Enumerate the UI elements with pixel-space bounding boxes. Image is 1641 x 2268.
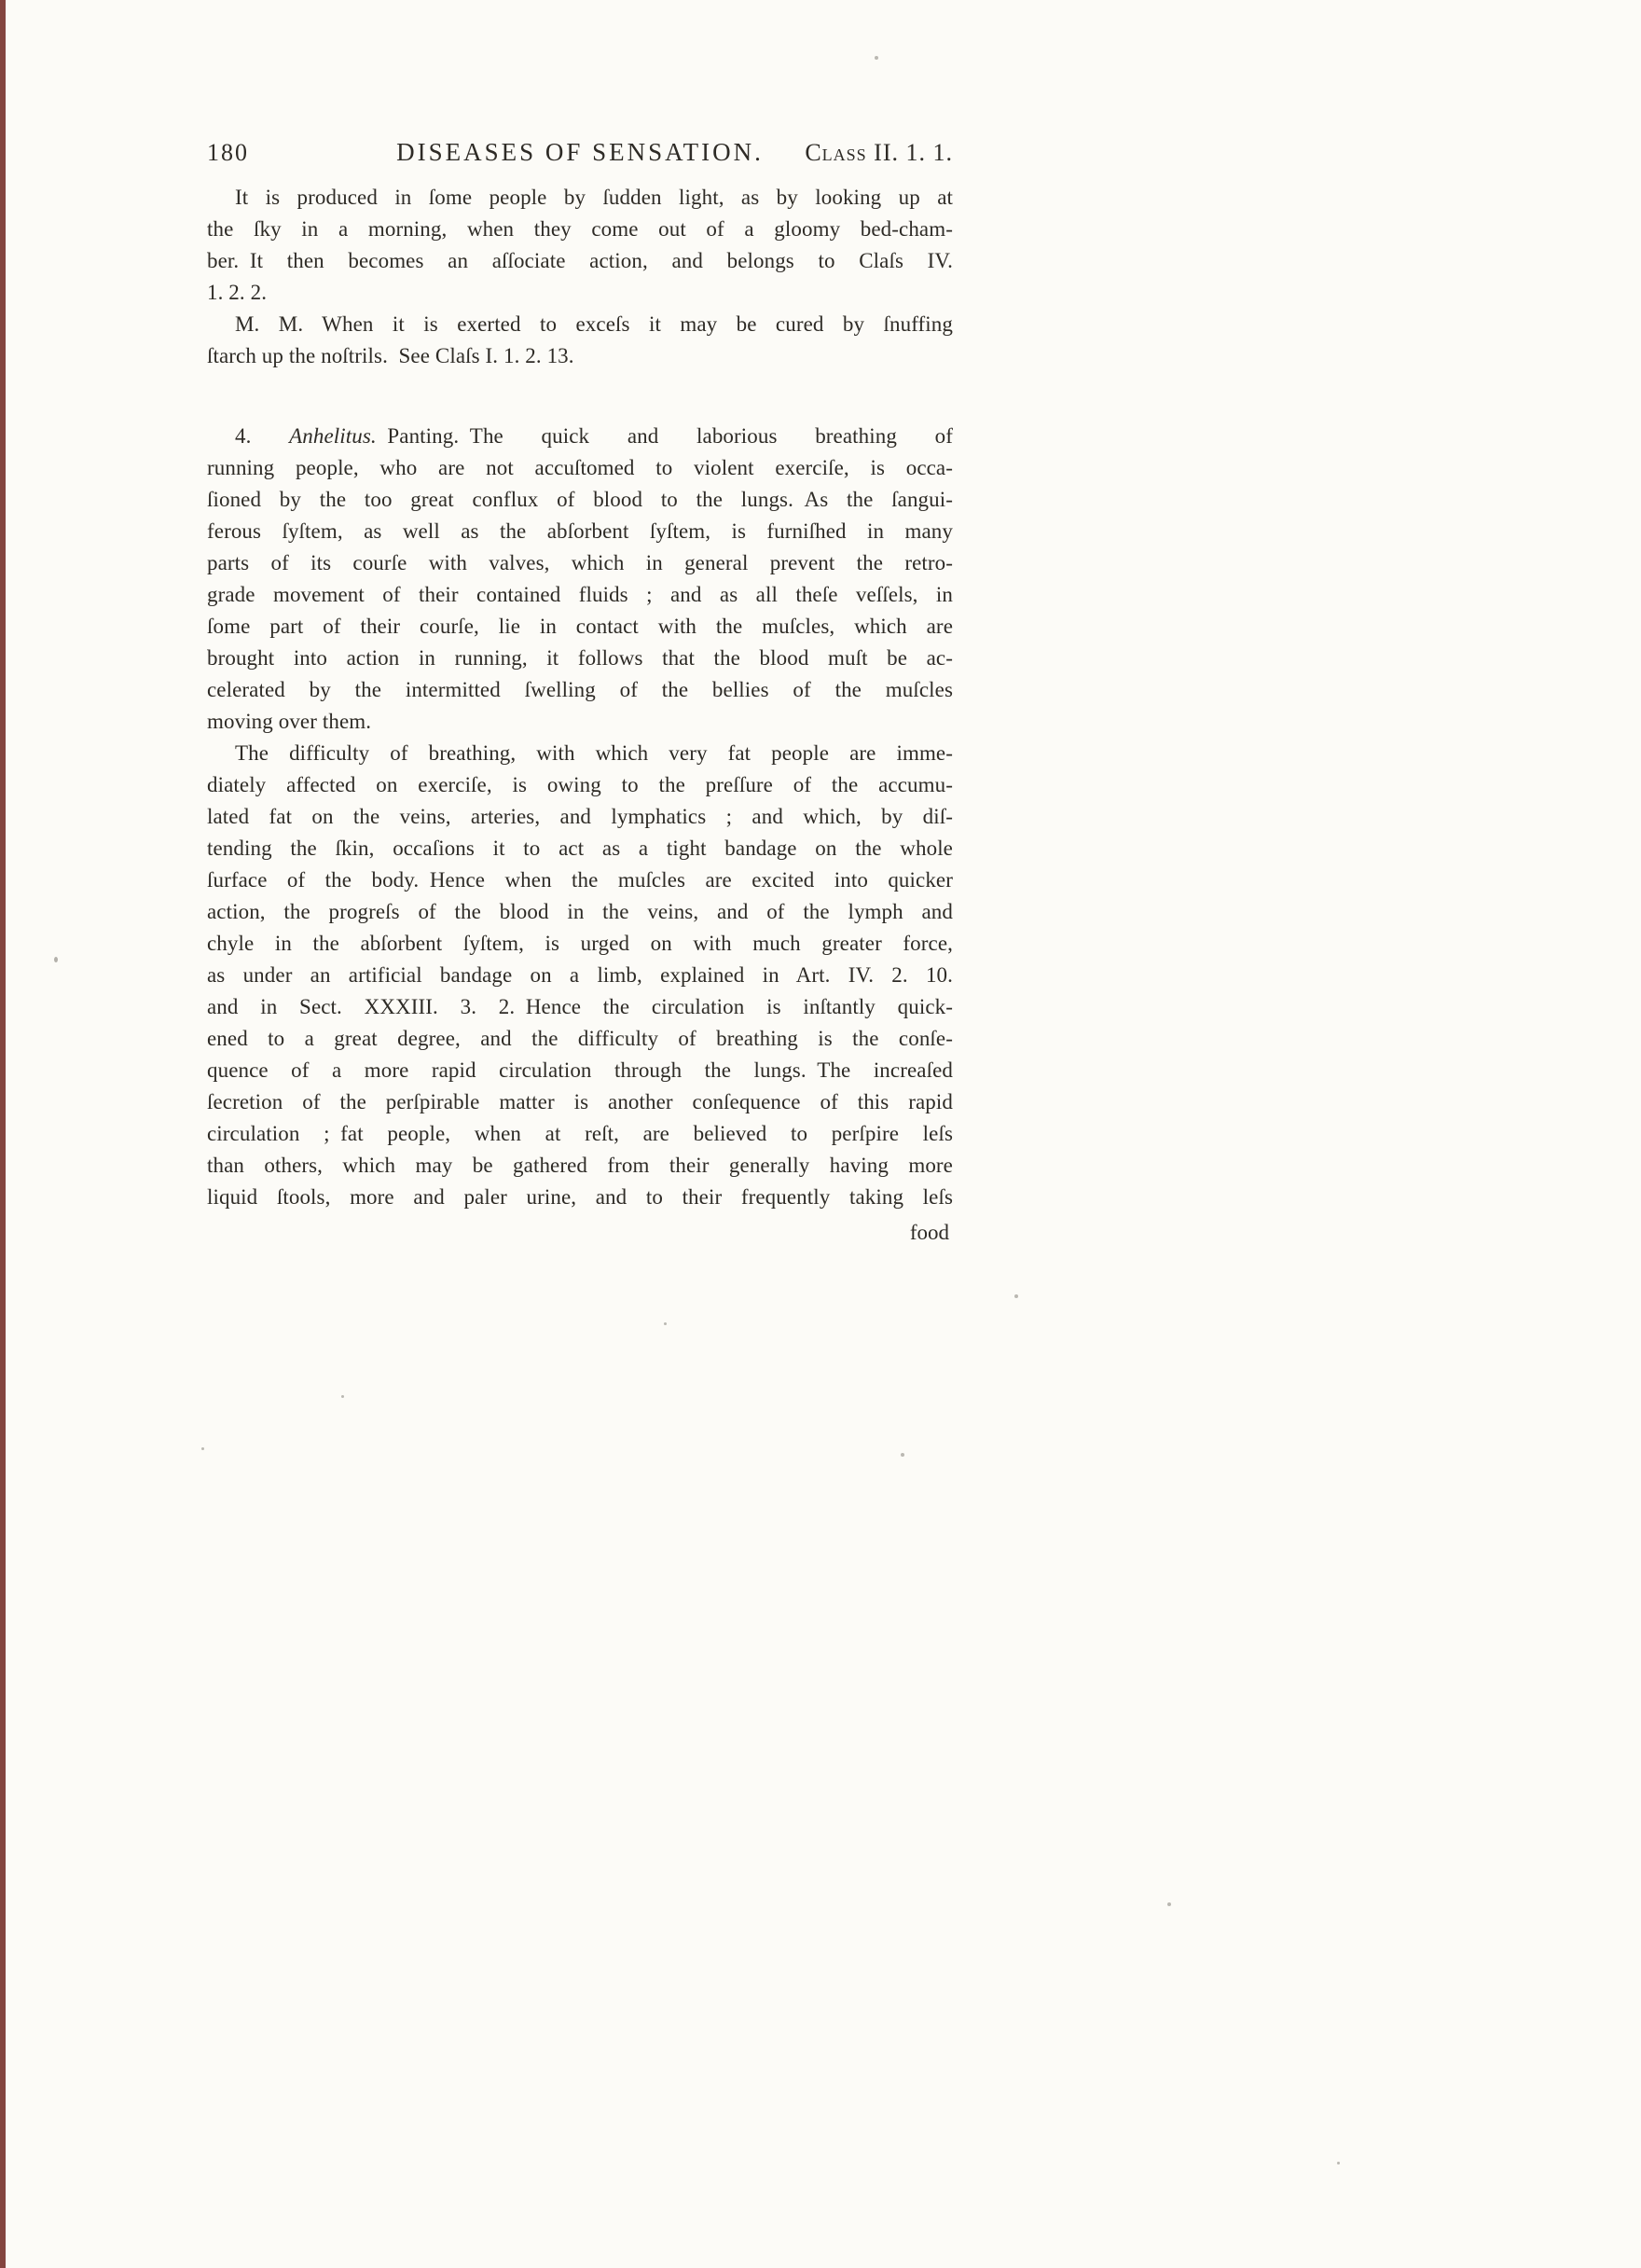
text-line bbox=[207, 182, 953, 214]
page-body bbox=[207, 182, 953, 1213]
text-segment: ſecretion of the perſpirable matter is another conſequence of this rapid bbox=[207, 1090, 953, 1113]
text-segment: It is produced in ſome people by ſudden light, as by looking up at bbox=[235, 186, 953, 209]
running-title: DISEASES OF SENSATION. bbox=[396, 138, 764, 166]
text-segment: action, the progreſs of the blood in the veins, and of the lymph and bbox=[207, 900, 953, 923]
text-line bbox=[207, 1150, 953, 1182]
text-line bbox=[207, 611, 953, 643]
paragraph-sudden-light bbox=[207, 182, 953, 309]
text-segment: the ſky in a morning, when they come out of a gloomy bed-cham- bbox=[207, 217, 953, 241]
text-line bbox=[207, 214, 953, 245]
text-line bbox=[207, 706, 953, 738]
text-line bbox=[207, 245, 953, 277]
text-segment: Panting. The quick and laborious breathing of bbox=[376, 424, 953, 448]
text-segment: than others, which may be gathered from their generally having more bbox=[207, 1154, 953, 1177]
class-reference: Class II. 1. 1. bbox=[805, 139, 953, 166]
text-segment: lated fat on the veins, arteries, and lymphatics ; and which, by diſ- bbox=[207, 805, 953, 828]
scan-speck bbox=[341, 1395, 344, 1398]
text-line bbox=[207, 452, 953, 484]
text-line bbox=[207, 769, 953, 801]
text-block bbox=[207, 138, 953, 1249]
text-line bbox=[207, 1086, 953, 1118]
text-segment: and in Sect. XXXIII. 3. 2. Hence the circulation is inſtantly quick- bbox=[207, 995, 953, 1018]
text-segment: diately affected on exerciſe, is owing to the preſſure of the accumu- bbox=[207, 773, 953, 796]
text-line bbox=[207, 928, 953, 960]
scan-speck bbox=[1014, 1294, 1018, 1298]
text-segment: circulation ; fat people, when at reſt, are believed to perſpire leſs bbox=[207, 1122, 953, 1145]
scan-gutter-edge bbox=[0, 0, 6, 2268]
text-line bbox=[207, 643, 953, 674]
paragraph-fat-people bbox=[207, 738, 953, 1213]
scan-speck bbox=[1167, 1902, 1171, 1906]
text-line bbox=[207, 674, 953, 706]
text-segment: parts of its courſe with valves, which in general prevent the retro- bbox=[207, 551, 953, 574]
scan-speck bbox=[1337, 2162, 1340, 2164]
text-segment: ber. It then becomes an aſſociate action, and belongs to Claſs IV. bbox=[207, 249, 953, 272]
text-segment: chyle in the abſorbent ſyſtem, is urged on with much greater force, bbox=[207, 932, 953, 955]
text-line bbox=[207, 277, 953, 309]
text-segment: liquid ſtools, more and paler urine, and to their frequently taking leſs bbox=[207, 1185, 953, 1209]
text-segment: tending the ſkin, occaſions it to act as a tight bandage on the whole bbox=[207, 837, 953, 860]
text-line bbox=[207, 309, 953, 340]
text-segment: brought into action in running, it follows that the blood muſt be ac- bbox=[207, 646, 953, 670]
text-line bbox=[207, 516, 953, 547]
text-segment: ſtarch up the noſtrils. See Claſs I. 1. 2. 13. bbox=[207, 344, 574, 367]
text-line bbox=[207, 896, 953, 928]
text-segment: celerated by the intermitted ſwelling of the bellies of the muſcles bbox=[207, 678, 953, 701]
text-segment: M. M. When it is exerted to exceſs it may be cured by ſnuffing bbox=[235, 312, 953, 336]
text-line bbox=[207, 579, 953, 611]
text-line bbox=[207, 738, 953, 769]
text-line bbox=[207, 1055, 953, 1086]
text-segment: moving over them. bbox=[207, 710, 372, 733]
text-segment: ſome part of their courſe, lie in contact with the muſcles, which are bbox=[207, 615, 953, 638]
text-line bbox=[207, 484, 953, 516]
page-number: 180 bbox=[207, 139, 249, 166]
scan-speck bbox=[54, 957, 58, 962]
page-header bbox=[207, 138, 953, 167]
scan-speck bbox=[901, 1453, 904, 1457]
catchword: food bbox=[909, 1221, 949, 1244]
italic-term: Anhelitus. bbox=[289, 424, 377, 448]
text-line bbox=[207, 1023, 953, 1055]
text-segment: The difficulty of breathing, with which very fat people are imme- bbox=[235, 741, 953, 765]
text-line bbox=[207, 991, 953, 1023]
scan-speck bbox=[875, 56, 878, 60]
text-segment: ferous ſyſtem, as well as the abſorbent ſyſtem, is furniſhed in many bbox=[207, 519, 953, 543]
text-line bbox=[207, 421, 953, 452]
text-line bbox=[207, 801, 953, 833]
section-anhelitus bbox=[207, 421, 953, 738]
text-segment: as under an artificial bandage on a limb, explained in Art. IV. 2. 10. bbox=[207, 963, 953, 987]
text-line bbox=[207, 833, 953, 864]
text-segment: ened to a great degree, and the difficulty of breathing is the conſe- bbox=[207, 1027, 953, 1050]
text-line bbox=[207, 864, 953, 896]
text-segment: running people, who are not accuſtomed to violent exerciſe, is occa- bbox=[207, 456, 953, 479]
text-segment: ſioned by the too great conflux of blood to the lungs. As the ſangui- bbox=[207, 488, 953, 511]
text-segment: grade movement of their contained fluids ; and as all theſe veſſels, in bbox=[207, 583, 953, 606]
text-segment: 1. 2. 2. bbox=[207, 281, 268, 304]
text-line bbox=[207, 547, 953, 579]
text-line bbox=[207, 960, 953, 991]
text-segment: quence of a more rapid circulation through the lungs. The increaſed bbox=[207, 1058, 953, 1082]
scan-speck bbox=[201, 1447, 204, 1450]
text-line bbox=[207, 1118, 953, 1150]
text-segment: 4. bbox=[235, 424, 290, 448]
text-segment: ſurface of the body. Hence when the muſcles are excited into quicker bbox=[207, 868, 953, 892]
paragraph-materia-medica bbox=[207, 309, 953, 372]
scan-speck bbox=[664, 1322, 667, 1325]
text-line bbox=[207, 340, 953, 372]
text-line bbox=[207, 1182, 953, 1213]
